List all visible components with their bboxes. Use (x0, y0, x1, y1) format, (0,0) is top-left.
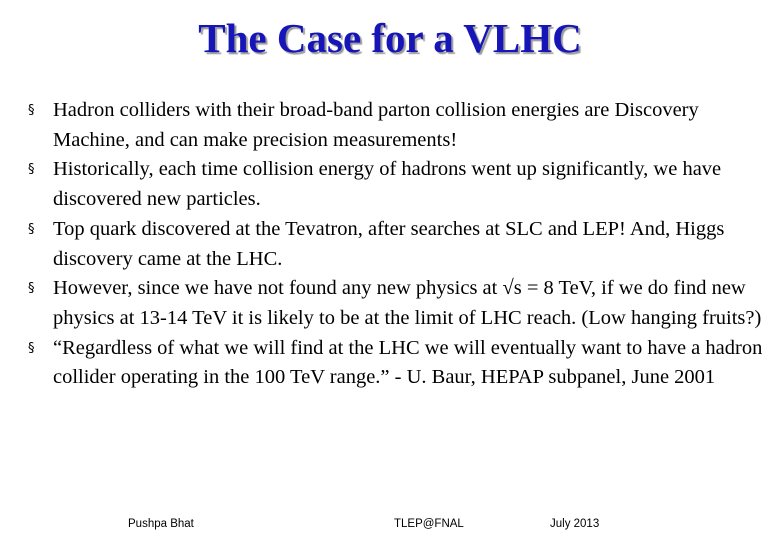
bullet-marker-icon: § (28, 340, 35, 356)
bullet-item (26, 274, 766, 333)
footer-date: July 2013 (550, 518, 600, 530)
bullet-text: However, since we have not found any new physics at √s = 8 TeV, if we do find new physics at 13-14 TeV it is likely to be at the limit of LHC reach. (Low hanging fruits?) (53, 277, 762, 329)
bullet-marker-icon: § (28, 103, 35, 118)
bullet-marker-icon: § (28, 281, 35, 297)
bullet-item (26, 334, 766, 393)
bullet-item (26, 155, 766, 214)
bullet-text: Historically, each time collision energy of hadrons went up significantly, we have discovered new particles. (53, 158, 722, 211)
bullet-marker-icon: § (28, 221, 35, 237)
bullet-text: Top quark discovered at the Tevatron, after searches at SLC and LEP! And, Higgs discovery came at the LHC. (53, 217, 725, 270)
slide-title: The Case for a VLHC (198, 15, 582, 61)
footer-author: Pushpa Bhat (128, 518, 194, 530)
bullet-text: Hadron colliders with their broad-band parton collision energies are Discovery Machine, and can make precision measurements! (53, 99, 699, 151)
footer-event: TLEP@FNAL (394, 518, 464, 530)
bullet-marker-icon: § (28, 162, 35, 178)
bullet-list (26, 96, 766, 393)
bullet-text: “Regardless of what we will find at the LHC we will eventually want to have a hadron collider operating in the 100 TeV range.” - U. Baur, HEPAP subpanel, June 2001 (53, 336, 763, 389)
bullet-item (26, 215, 766, 274)
bullet-item (26, 96, 766, 155)
